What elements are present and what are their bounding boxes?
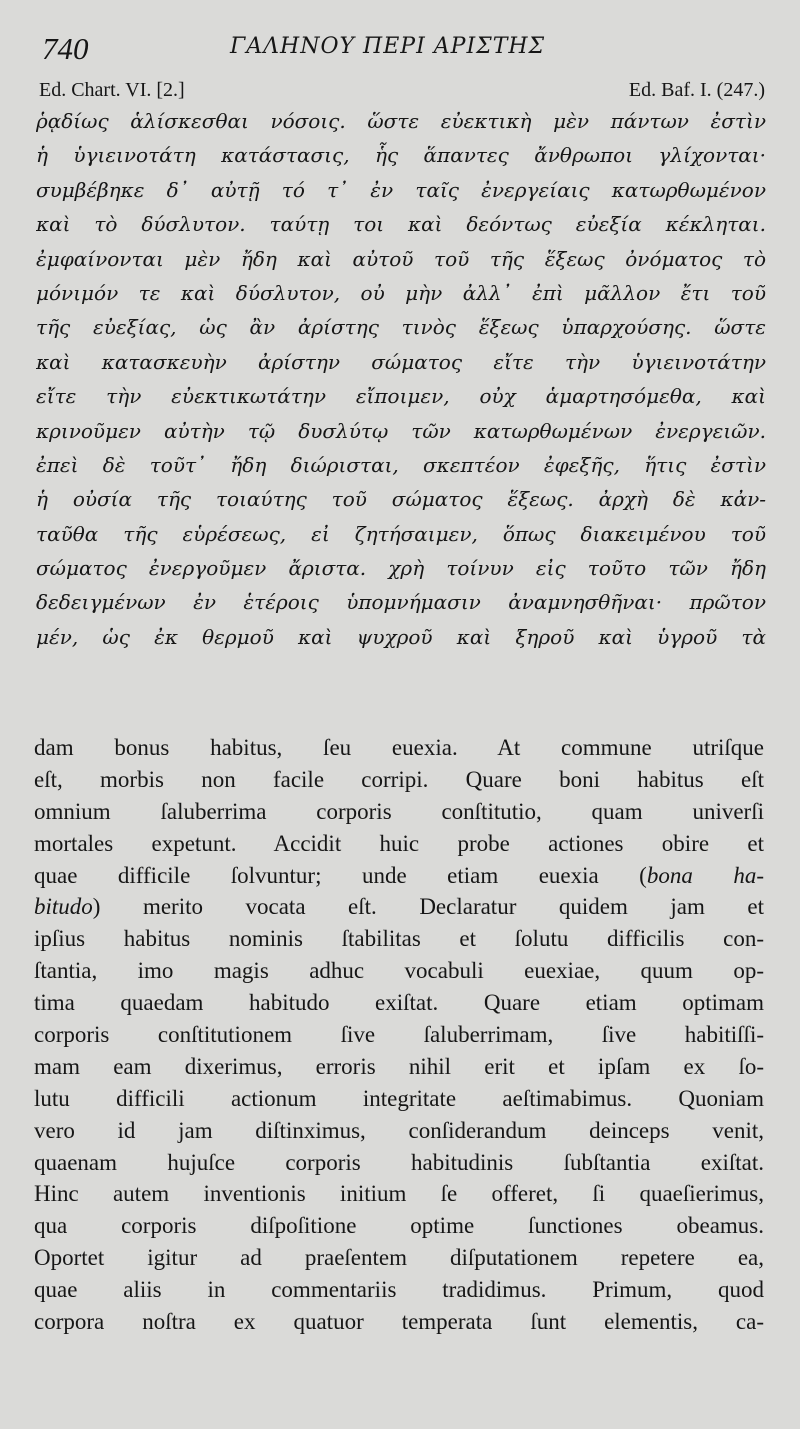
- latin-line: dam bonus habitus, ſeu euexia. At commune utriſque: [34, 735, 764, 760]
- latin-line: Hinc autem inventionis initium ſe offeret, ſi quaeſierimus,: [34, 1181, 764, 1207]
- latin-line: [34, 860, 764, 892]
- latin-line: qua corporis diſpoſitione optime ſunctiones obeamus.: [34, 1213, 764, 1239]
- latin-line: eſt, morbis non facile corripi. Quare boni habitus eſt: [34, 766, 764, 792]
- greek-line: εἴτε τὴν εὐεκτικωτάτην εἴποιμεν, οὐχ ἁμαρτησόμεθα, καὶ: [36, 384, 766, 409]
- greek-line: ῥᾳδίως ἁλίσκεσθαι νόσοις. ὥστε εὐεκτικὴ μὲν πάντων ἐστὶν: [36, 109, 766, 133]
- running-title: ΓΑΛΗΝΟΥ ΠΕΡΙ ΑΡΙΣΤΗΣ: [230, 34, 546, 59]
- greek-line: καὶ κατασκευὴν ἀρίστην σώματος εἴτε τὴν ὑγιεινοτάτην: [36, 349, 766, 374]
- latin-line: tima quaedam habitudo exiſtat. Quare etiam optimam: [34, 990, 764, 1016]
- latin-line: [34, 891, 764, 923]
- page-header: [32, 30, 772, 64]
- greek-line: ἡ ὑγιεινοτάτη κατάστασις, ἧς ἅπαντες ἄνθρωποι γλίχονται·: [36, 143, 766, 168]
- greek-line: μόνιμόν τε καὶ δύσλυτον, οὐ μὴν ἀλλ᾽ ἐπὶ μᾶλλον ἔτι τοῦ: [36, 280, 766, 305]
- latin-line: Oportet igitur ad praeſentem diſputationem repetere ea,: [34, 1245, 764, 1271]
- latin-line: ipſius habitus nominis ſtabilitas et ſolutu difficilis con-: [34, 926, 764, 952]
- page-number: 740: [42, 31, 89, 66]
- latin-text-run: ) merito vocata eſt. Declaratur quidem jam et: [92, 894, 764, 920]
- latin-line: corporis conſtitutionem ſive ſaluberrimam, ſive habitiſſi-: [34, 1022, 764, 1048]
- latin-line: mam eam dixerimus, erroris nihil erit et ipſam ex ſo-: [34, 1053, 764, 1079]
- greek-line: ταῦθα τῆς εὑρέσεως, εἰ ζητήσαιμεν, ὅπως διακειμένου τοῦ: [36, 521, 766, 546]
- latin-line: corpora noſtra ex quatuor temperata ſunt elementis, ca-: [34, 1309, 764, 1335]
- latin-line: quae aliis in commentariis tradidimus. Primum, quod: [34, 1277, 764, 1303]
- edition-basel-reference: Ed. Baf. I. (247.): [628, 79, 765, 101]
- latin-text-block: [34, 732, 764, 1338]
- latin-italic-gloss: bitudo: [34, 894, 93, 920]
- latin-line: vero id jam diſtinximus, conſiderandum deinceps venit,: [34, 1117, 764, 1143]
- greek-line: τῆς εὐεξίας, ὡς ἂν ἀρίστης τινὸς ἕξεως ὑπαρχούσης. ὥστε: [36, 315, 766, 340]
- greek-text-block: [36, 104, 766, 654]
- greek-line: ἡ οὐσία τῆς τοιαύτης τοῦ σώματος ἕξεως. ἀρχὴ δὲ κἀν-: [36, 487, 766, 512]
- latin-line: ſtantia, imo magis adhuc vocabuli euexiae, quum op-: [34, 958, 764, 984]
- greek-line: δεδειγμένων ἐν ἑτέροις ὑπομνήμασιν ἀναμνησθῆναι· πρῶτον: [36, 590, 766, 615]
- latin-line: quaenam hujuſce corporis habitudinis ſubſtantia exiſtat.: [34, 1149, 764, 1175]
- greek-line: καὶ τὸ δύσλυτον. ταύτῃ τοι καὶ δεόντως εὐεξία κέκληται.: [36, 212, 766, 237]
- greek-line: κρινοῦμεν αὐτὴν τῷ δυσλύτῳ τῶν κατωρθωμένων ἐνεργειῶν.: [36, 418, 766, 443]
- edition-references: [39, 76, 765, 106]
- greek-line: συμβέβηκε δ᾽ αὐτῇ τό τ᾽ ἐν ταῖς ἐνεργείαις κατωρθωμένον: [36, 177, 766, 202]
- latin-line: mortales expetunt. Accidit huic probe actiones obire et: [34, 830, 764, 856]
- greek-line: σώματος ἐνεργοῦμεν ἄριστα. χρὴ τοίνυν εἰς τοῦτο τῶν ἤδη: [36, 556, 766, 581]
- latin-text-run: quae difficile ſolvuntur; unde etiam euexia (: [34, 862, 647, 888]
- latin-line: omnium ſaluberrima corporis conſtitutio, quam univerſi: [34, 798, 764, 824]
- edition-chartier-reference: Ed. Chart. VI. [2.]: [39, 79, 185, 101]
- greek-line: ἐμφαίνονται μὲν ἤδη καὶ αὐτοῦ τοῦ τῆς ἕξεως ὀνόματος τὸ: [36, 246, 766, 271]
- greek-line: ἐπεὶ δὲ τοῦτ᾽ ἤδη διώρισται, σκεπτέον ἐφεξῆς, ἥτις ἐστὶν: [36, 452, 766, 477]
- greek-line: μέν, ὡς ἐκ θερμοῦ καὶ ψυχροῦ καὶ ξηροῦ καὶ ὑγροῦ τὰ: [36, 624, 766, 649]
- latin-italic-gloss: bona ha-: [646, 862, 764, 888]
- latin-line: lutu difficili actionum integritate aeſtimabimus. Quoniam: [34, 1085, 764, 1111]
